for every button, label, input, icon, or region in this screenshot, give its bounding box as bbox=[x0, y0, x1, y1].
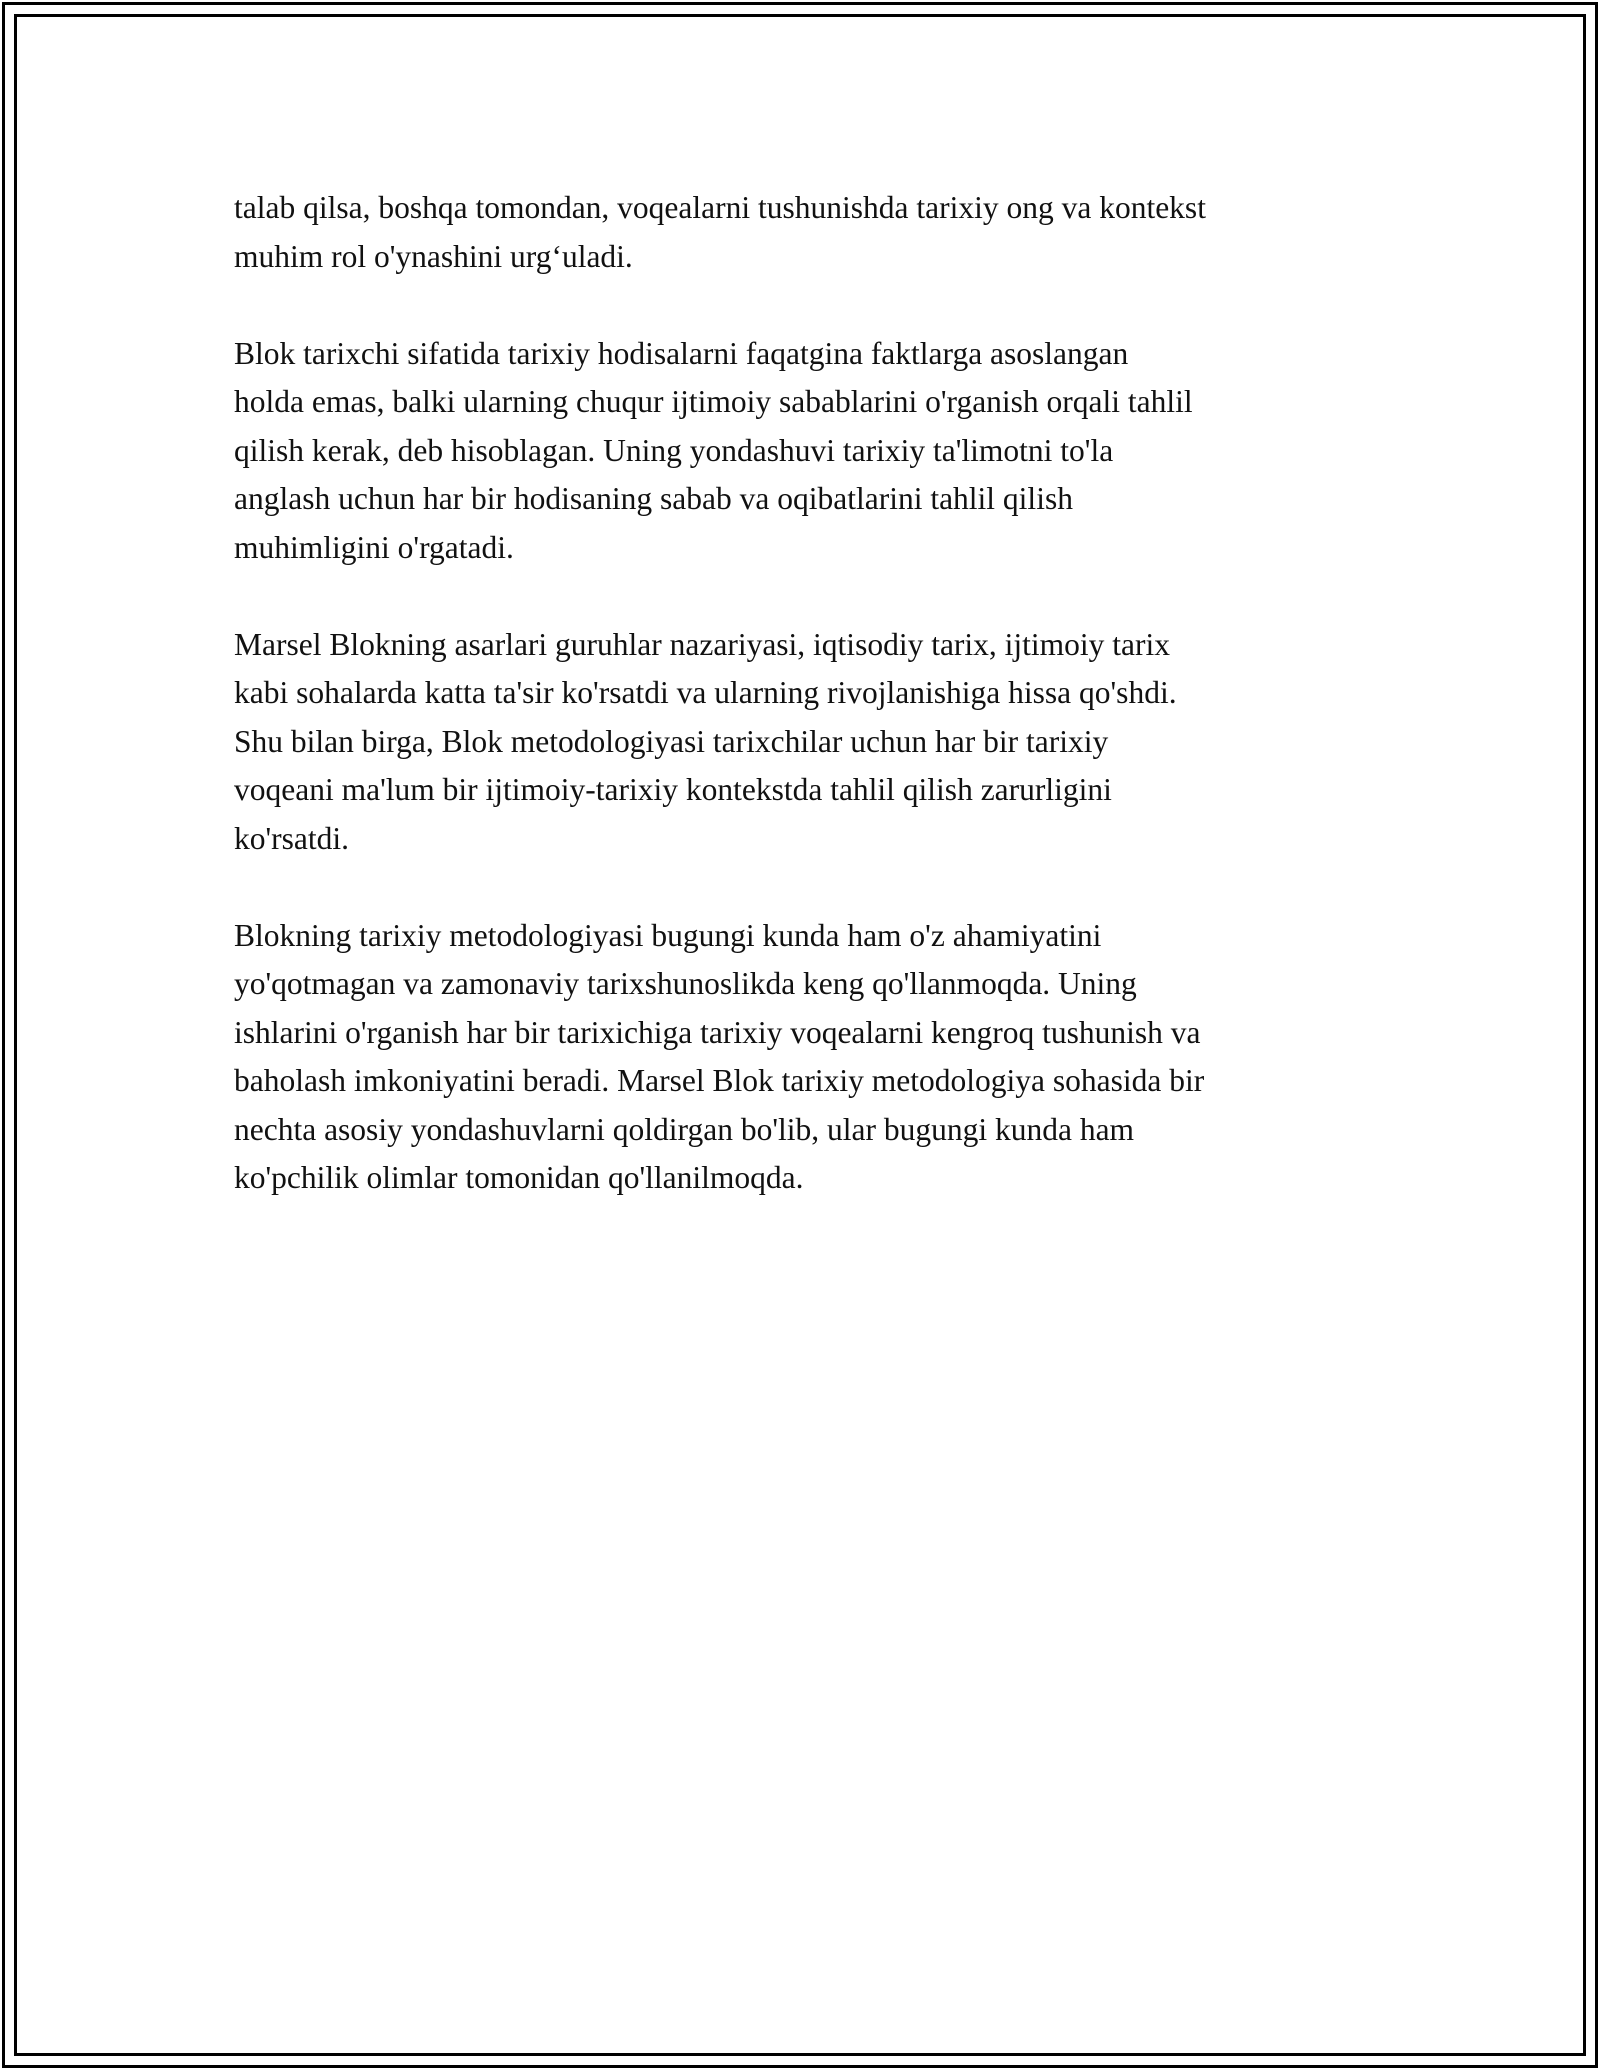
text-line: ko'pchilik olimlar tomonidan qo'llanilmoqda. bbox=[234, 1160, 804, 1195]
text-line: yo'qotmagan va zamonaviy tarixshunoslikda keng qo'llanmoqda. Uning bbox=[234, 966, 1137, 1001]
text-line: muhim rol o'ynashini urg‘uladi. bbox=[234, 238, 633, 274]
text-line: nechta asosiy yondashuvlarni qoldirgan bo'lib, ular bugungi kunda ham bbox=[234, 1111, 1135, 1147]
text-line: talab qilsa, boshqa tomondan, voqealarni tushunishda tarixiy ong va kontekst bbox=[234, 190, 1206, 225]
text-line: Shu bilan birga, Blok metodologiyasi tarixchilar uchun har bir tarixiy bbox=[234, 723, 1109, 759]
text-line: voqeani ma'lum bir ijtimoiy-tarixiy kontekstda tahlil qilish zarurligini bbox=[234, 772, 1112, 807]
paragraph-3 bbox=[234, 621, 1384, 864]
text-line: ko'rsatdi. bbox=[234, 820, 350, 856]
text-line: muhimligini o'rgatadi. bbox=[234, 529, 514, 565]
paragraph-2 bbox=[234, 330, 1384, 573]
text-line: ishlarini o'rganish har bir tarixichiga tarixiy voqealarni kengroq tushunish va bbox=[234, 1014, 1201, 1050]
text-line: qilish kerak, deb hisoblagan. Uning yondashuvi tarixiy ta'limotni to'la bbox=[234, 432, 1114, 468]
text-line: baholash imkoniyatini beradi. Marsel Blok tarixiy metodologiya sohasida bir bbox=[234, 1063, 1205, 1098]
text-line: Blokning tarixiy metodologiyasi bugungi kunda ham o'z ahamiyatini bbox=[234, 917, 1102, 953]
text-line: Blok tarixchi sifatida tarixiy hodisalarni faqatgina faktlarga asoslangan bbox=[234, 335, 1129, 371]
paragraph-4 bbox=[234, 912, 1384, 1203]
text-line: kabi sohalarda katta ta'sir ko'rsatdi va ularning rivojlanishiga hissa qo'shdi. bbox=[234, 675, 1177, 710]
text-line: Marsel Blokning asarlari guruhlar nazariyasi, iqtisodiy tarix, ijtimoiy tarix bbox=[234, 626, 1171, 662]
document-body bbox=[234, 184, 1384, 1251]
text-line: anglash uchun har bir hodisaning sabab va oqibatlarini tahlil qilish bbox=[234, 481, 1073, 516]
text-line: holda emas, balki ularning chuqur ijtimoiy sabablarini o'rganish orqali tahlil bbox=[234, 384, 1193, 419]
paragraph-1 bbox=[234, 184, 1384, 281]
